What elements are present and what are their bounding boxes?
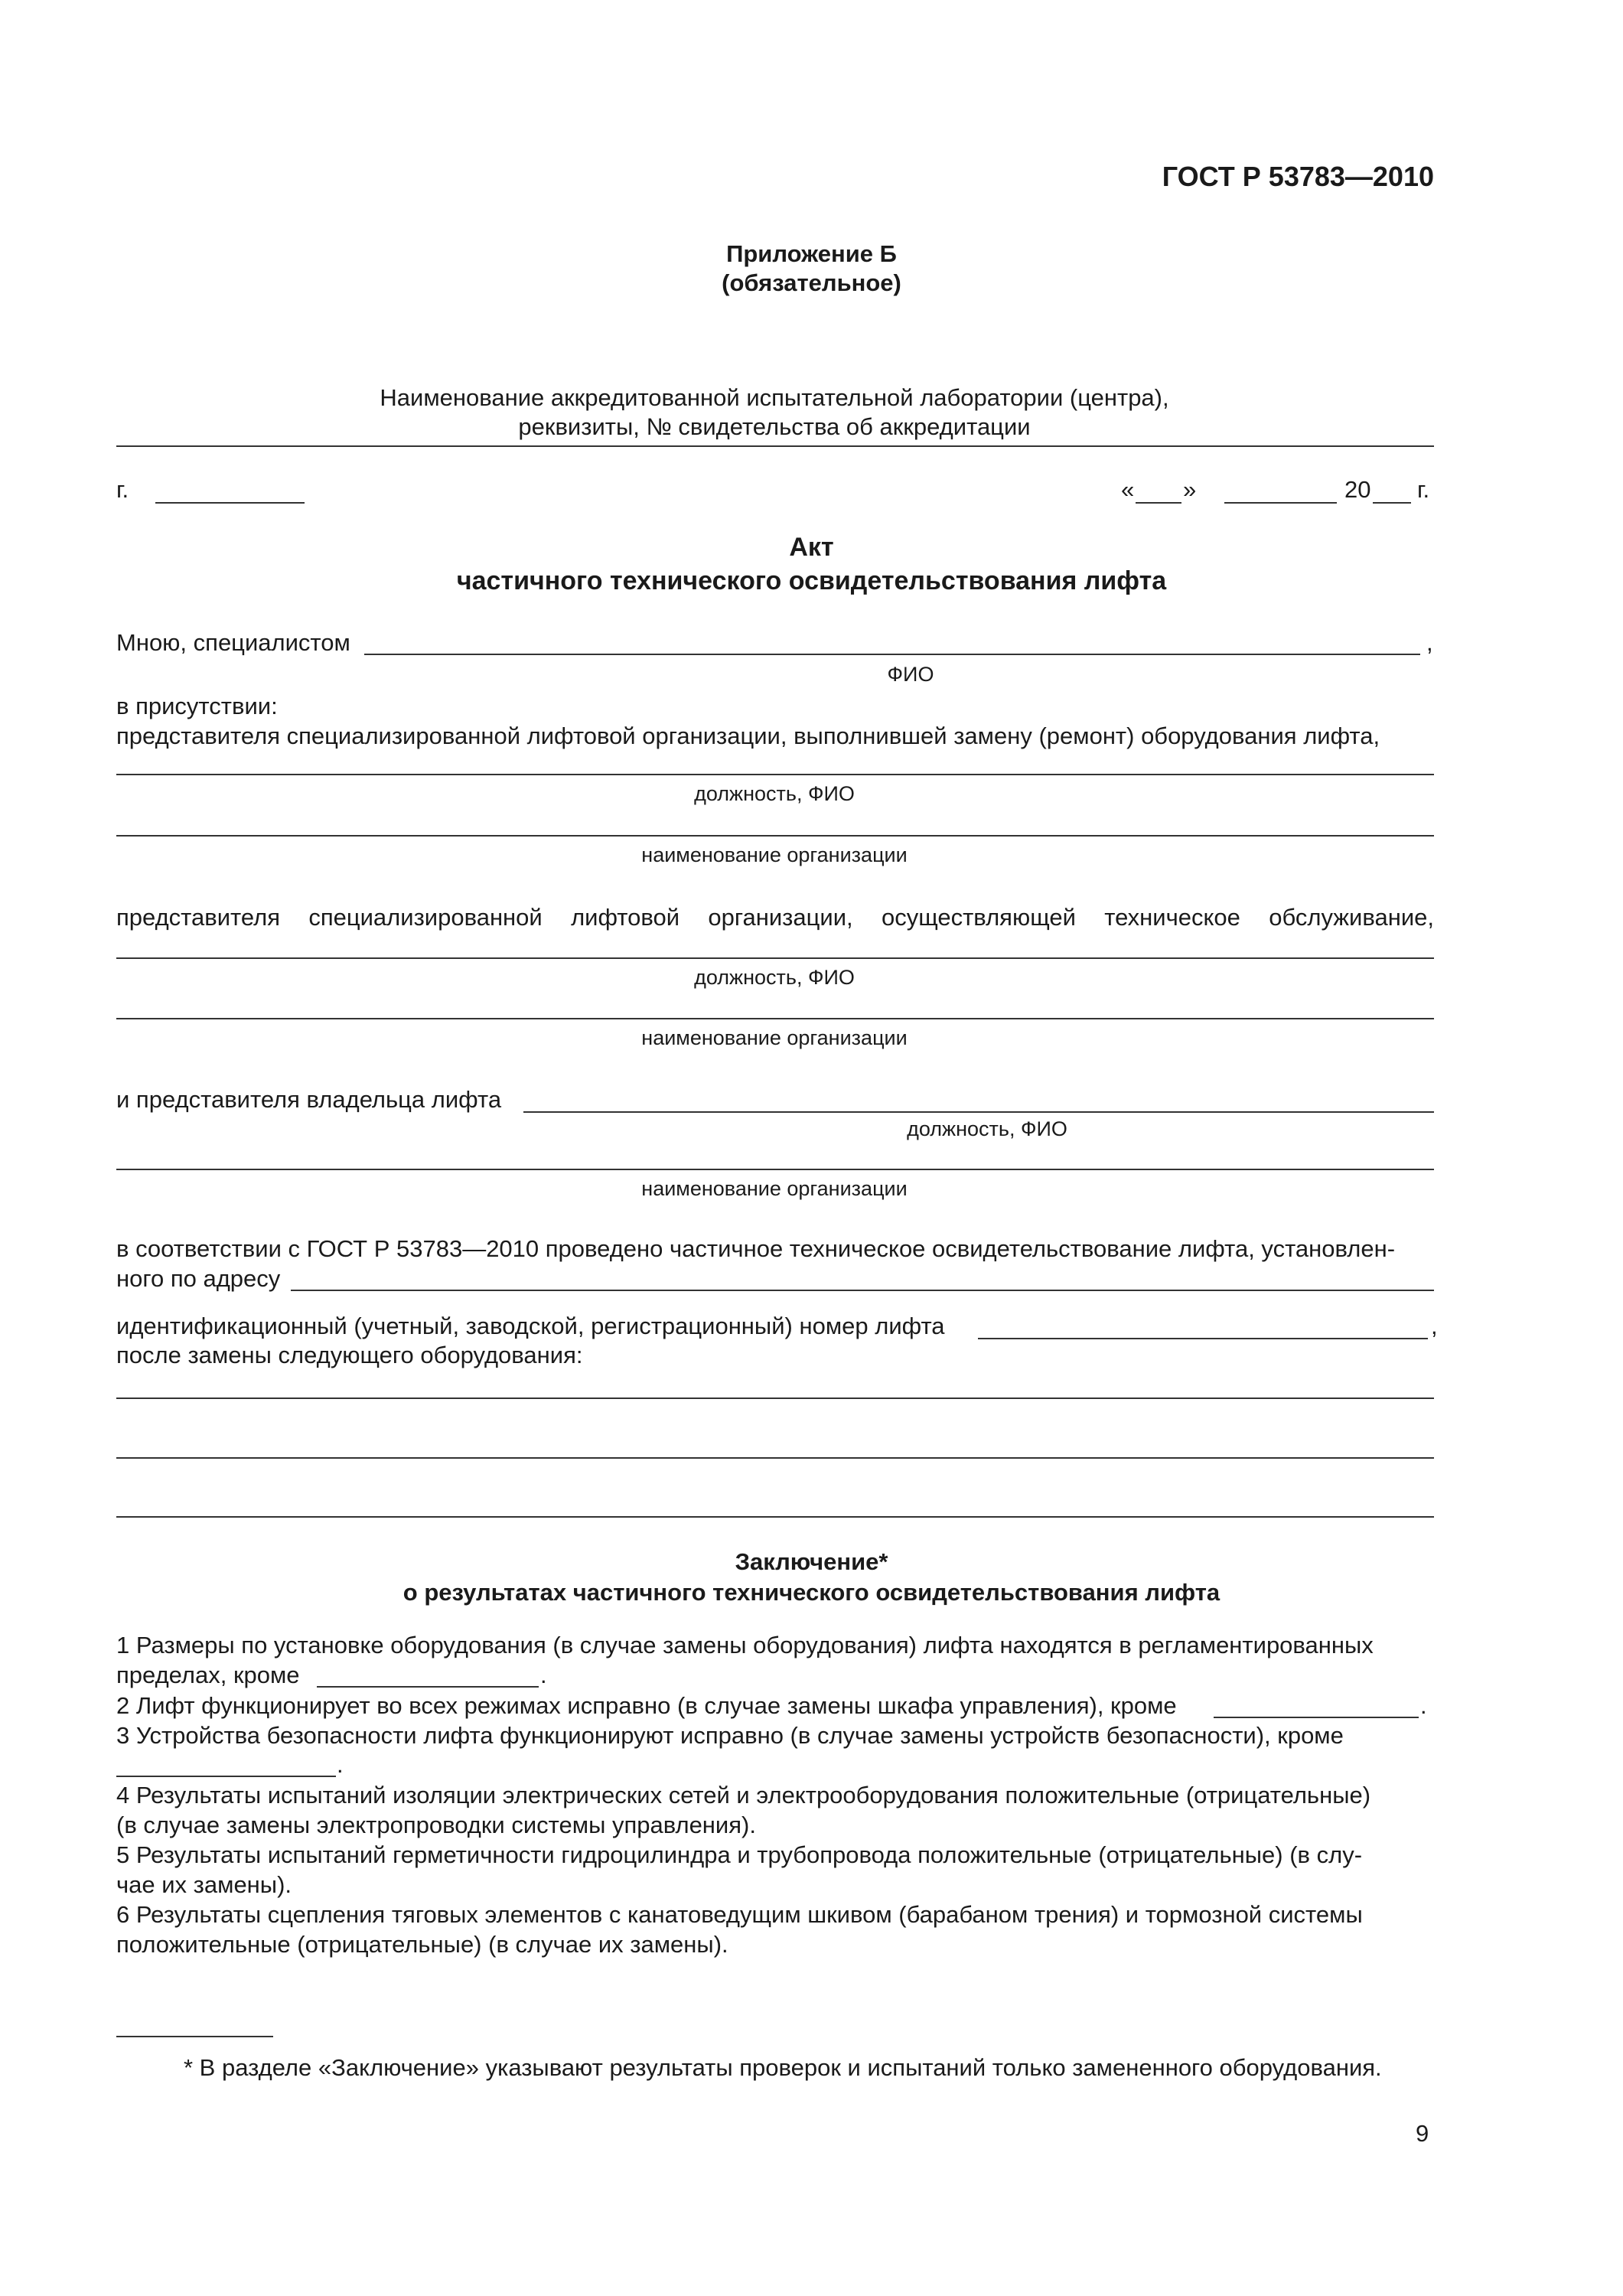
address-field[interactable] <box>291 1290 1434 1291</box>
rep3-org-field[interactable] <box>116 1169 1434 1170</box>
year-field[interactable] <box>1373 502 1411 504</box>
rep1-position-caption: должность, ФИО <box>694 782 855 805</box>
address-line1: в соответствии с ГОСТ Р 53783—2010 проведено частичное техническое освидетельствование лифта, установлен- <box>116 1235 1396 1262</box>
appendix-title: Приложение Б <box>726 240 897 267</box>
rep1-position-field[interactable] <box>116 774 1434 775</box>
page-number: 9 <box>1416 2120 1429 2147</box>
rep3-position-field[interactable] <box>523 1111 1434 1113</box>
appendix-subtitle: (обязательное) <box>722 269 901 296</box>
specialist-field[interactable] <box>364 654 1420 655</box>
conclusion-item-1-line1: 1 Размеры по установке оборудования (в случае замены оборудования) лифта находятся в регламентированных <box>116 1632 1374 1658</box>
year-suffix: г. <box>1417 476 1430 503</box>
ident-comma: , <box>1431 1313 1438 1339</box>
city-prefix: г. <box>116 476 129 503</box>
lab-caption-line2: реквизиты, № свидетельства об аккредитации <box>518 413 1031 440</box>
rep3-text: и представителя владельца лифта <box>116 1086 502 1113</box>
month-field[interactable] <box>1224 502 1337 504</box>
rep2-position-field[interactable] <box>116 957 1434 959</box>
lab-line[interactable] <box>116 445 1434 447</box>
footnote-divider <box>116 2036 273 2037</box>
conclusion-item-6-line1: 6 Результаты сцепления тяговых элементов с канатоведущим шкивом (барабаном трения) и тормозной системы <box>116 1901 1363 1928</box>
equipment-field-3[interactable] <box>116 1516 1434 1518</box>
ident-line1: идентификационный (учетный, заводской, регистрационный) номер лифта <box>116 1313 945 1339</box>
conclusion-item-1-end: . <box>540 1662 547 1688</box>
rep1-org-caption: наименование организации <box>641 843 908 866</box>
address-line2: ного по адресу <box>116 1265 281 1292</box>
equipment-field-2[interactable] <box>116 1457 1434 1459</box>
act-title: Акт <box>789 533 834 562</box>
conclusion-item-1-field[interactable] <box>317 1686 539 1688</box>
standard-number: ГОСТ Р 53783—2010 <box>1162 161 1434 192</box>
date-open-quote: « <box>1121 476 1135 503</box>
conclusion-item-6-line2: положительные (отрицательные) (в случае их замены). <box>116 1931 728 1958</box>
city-field[interactable] <box>155 502 305 504</box>
rep3-org-caption: наименование организации <box>641 1177 908 1200</box>
specialist-comma: , <box>1426 629 1433 656</box>
footnote-text: * В разделе «Заключение» указывают результаты проверок и испытаний только замененного оборудования. <box>184 2054 1382 2081</box>
rep1-text: представителя специализированной лифтовой организации, выполнившей замену (ремонт) оборудования лифта, <box>116 722 1380 749</box>
date-close-quote: » <box>1183 476 1197 503</box>
rep2-text: представителя специализированной лифтовой организации, осуществляющей техническое обслуживание, <box>116 904 1434 931</box>
conclusion-item-3-end: . <box>337 1751 344 1778</box>
day-field[interactable] <box>1136 502 1181 504</box>
act-subtitle: частичного технического освидетельствования лифта <box>456 566 1167 595</box>
ident-number-field[interactable] <box>978 1338 1428 1339</box>
presence-label: в присутствии: <box>116 693 278 719</box>
ident-line2: после замены следующего оборудования: <box>116 1342 583 1368</box>
conclusion-item-2-field[interactable] <box>1214 1717 1419 1718</box>
rep2-org-field[interactable] <box>116 1018 1434 1019</box>
conclusion-item-3-field[interactable] <box>116 1776 336 1777</box>
specialist-label: Мною, специалистом <box>116 629 350 656</box>
conclusion-item-4-line1: 4 Результаты испытаний изоляции электрических сетей и электрооборудования положительные (отрицательные) <box>116 1782 1371 1808</box>
conclusion-item-5-line2: чае их замены). <box>116 1871 292 1898</box>
rep1-org-field[interactable] <box>116 835 1434 837</box>
conclusion-title: Заключение* <box>735 1548 888 1575</box>
rep2-org-caption: наименование организации <box>641 1026 908 1049</box>
conclusion-item-2-line1: 2 Лифт функционирует во всех режимах исправно (в случае замены шкафа управления), кроме <box>116 1692 1177 1719</box>
year-prefix: 20 <box>1344 476 1371 503</box>
lab-caption-line1: Наименование аккредитованной испытательной лаборатории (центра), <box>380 384 1169 411</box>
equipment-field-1[interactable] <box>116 1397 1434 1399</box>
conclusion-item-4-line2: (в случае замены электропроводки системы управления). <box>116 1812 756 1838</box>
rep3-position-caption: должность, ФИО <box>907 1117 1067 1140</box>
conclusion-item-1-line2: пределах, кроме <box>116 1662 300 1688</box>
conclusion-item-3-line1: 3 Устройства безопасности лифта функционируют исправно (в случае замены устройств безопасности), кроме <box>116 1722 1344 1749</box>
conclusion-subtitle: о результатах частичного технического освидетельствования лифта <box>402 1579 1221 1606</box>
conclusion-item-2-end: . <box>1420 1692 1427 1719</box>
specialist-caption: ФИО <box>887 663 934 686</box>
conclusion-item-5-line1: 5 Результаты испытаний герметичности гидроцилиндра и трубопровода положительные (отрицательные) (в слу- <box>116 1841 1363 1868</box>
rep2-position-caption: должность, ФИО <box>694 966 855 989</box>
